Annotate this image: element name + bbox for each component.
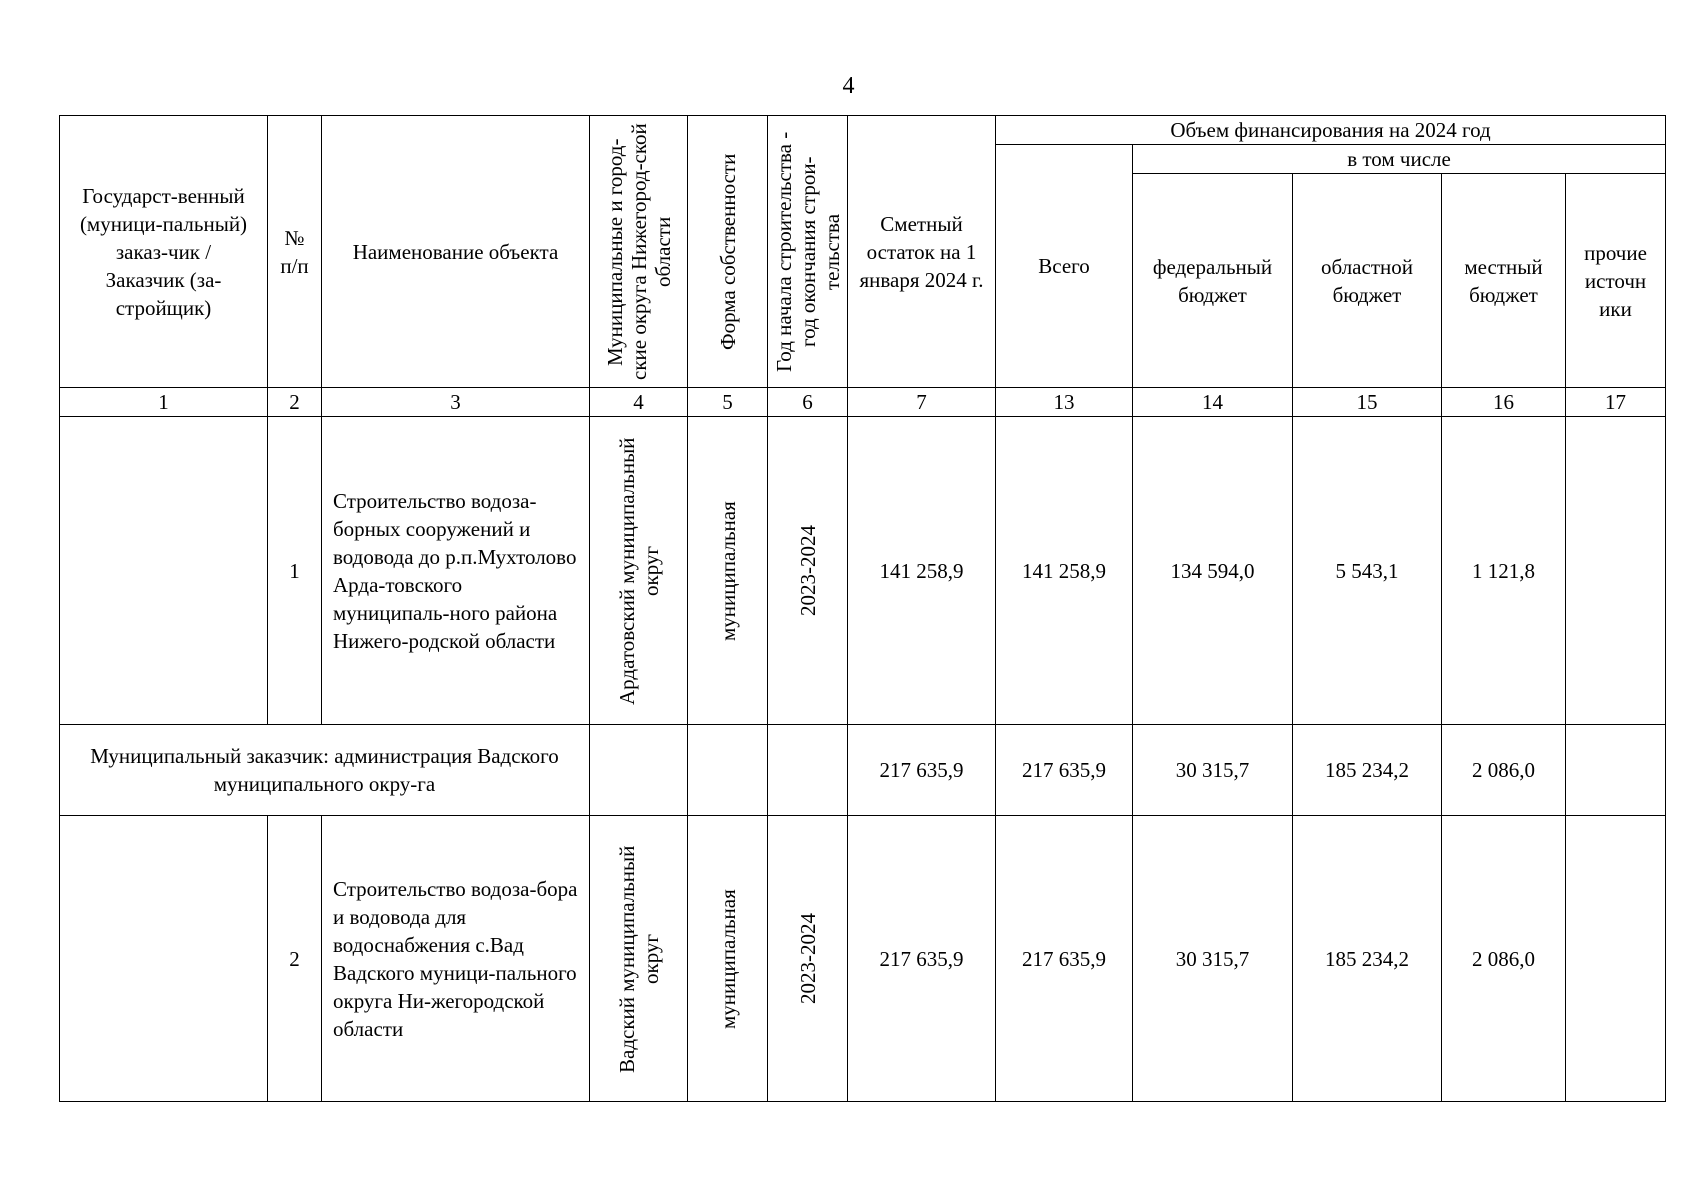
empty-cell <box>590 725 688 816</box>
ownership-label: муниципальная <box>715 500 740 641</box>
customer-cell <box>60 816 268 1102</box>
header-number <box>268 116 322 388</box>
federal-value: 30 315,7 <box>1133 816 1293 1102</box>
district-label: Вадский муниципальный округ <box>614 844 663 1073</box>
header-total-label: Всего <box>1038 254 1090 278</box>
column-number: 6 <box>768 388 848 417</box>
balance-value: 217 635,9 <box>848 725 996 816</box>
header-regional-label: областной бюджет <box>1321 254 1413 307</box>
empty-cell <box>768 725 848 816</box>
header-district <box>590 116 688 388</box>
column-number: 17 <box>1566 388 1666 417</box>
local-value: 2 086,0 <box>1442 816 1566 1102</box>
header-other-label: прочие источн ики <box>1584 240 1647 321</box>
regional-value: 185 234,2 <box>1293 725 1442 816</box>
balance-value: 217 635,9 <box>848 816 996 1102</box>
header-funding-group <box>996 116 1666 145</box>
header-district-label: Муниципальные и город-ские округа Нижегород-ской области <box>602 123 675 380</box>
ownership-cell <box>688 816 768 1102</box>
header-years <box>768 116 848 388</box>
table-row <box>60 417 1666 725</box>
header-customer <box>60 116 268 388</box>
financing-table <box>59 115 1666 1102</box>
years-label: 2023-2024 <box>795 913 820 1004</box>
district-cell <box>590 417 688 725</box>
row-number: 1 <box>268 417 322 725</box>
header-customer-label: Государст-венный (муници-пальный) заказ-чик / Заказчик (за-стройщик) <box>79 183 248 320</box>
column-number: 14 <box>1133 388 1293 417</box>
customer-row <box>60 725 1666 816</box>
column-numbers-row <box>60 388 1666 417</box>
header-total <box>996 145 1133 388</box>
header-balance <box>848 116 996 388</box>
years-cell <box>768 417 848 725</box>
empty-cell <box>688 725 768 816</box>
ownership-cell <box>688 417 768 725</box>
years-cell <box>768 816 848 1102</box>
local-value: 1 121,8 <box>1442 417 1566 725</box>
column-number: 15 <box>1293 388 1442 417</box>
total-value: 217 635,9 <box>996 725 1133 816</box>
column-number: 5 <box>688 388 768 417</box>
regional-value: 185 234,2 <box>1293 816 1442 1102</box>
local-value: 2 086,0 <box>1442 725 1566 816</box>
total-value: 141 258,9 <box>996 417 1133 725</box>
header-ownership-label: Форма собственности <box>715 153 740 350</box>
customer-label: Муниципальный заказчик: администрация Вадского муниципального окру-га <box>60 725 590 816</box>
balance-value: 141 258,9 <box>848 417 996 725</box>
regional-value: 5 543,1 <box>1293 417 1442 725</box>
federal-value: 30 315,7 <box>1133 725 1293 816</box>
header-federal-label: федеральный бюджет <box>1152 254 1273 307</box>
federal-value: 134 594,0 <box>1133 417 1293 725</box>
ownership-label: муниципальная <box>715 888 740 1029</box>
header-balance-label: Сметный остаток на 1 января 2024 г. <box>859 211 984 292</box>
header-object-name <box>322 116 590 388</box>
header-funding-group-label: Объем финансирования на 2024 год <box>1170 118 1491 142</box>
column-number: 2 <box>268 388 322 417</box>
header-years-label: Год начала строительства - год окончания строи-тельства <box>771 131 844 372</box>
district-label: Ардатовский муниципальный округ <box>614 436 663 705</box>
object-name: Строительство водоза-борных сооружений и водовода до р.п.Мухтолово Арда-товского муниципаль-ного района Нижего-родской области <box>322 417 590 725</box>
object-name: Строительство водоза-бора и водовода для водоснабжения с.Вад Вадского муници-пального округа Ни-жегородской области <box>322 816 590 1102</box>
column-number: 4 <box>590 388 688 417</box>
other-value <box>1566 725 1666 816</box>
years-label: 2023-2024 <box>795 525 820 616</box>
column-number: 13 <box>996 388 1133 417</box>
table-row <box>60 816 1666 1102</box>
header-number-label: № п/п <box>280 225 309 278</box>
other-value <box>1566 417 1666 725</box>
header-local <box>1442 174 1566 388</box>
column-number: 16 <box>1442 388 1566 417</box>
header-ownership <box>688 116 768 388</box>
customer-cell <box>60 417 268 725</box>
district-cell <box>590 816 688 1102</box>
header-regional <box>1293 174 1442 388</box>
other-value <box>1566 816 1666 1102</box>
column-number: 1 <box>60 388 268 417</box>
total-value: 217 635,9 <box>996 816 1133 1102</box>
page-number: 4 <box>842 73 855 99</box>
header-including-label: в том числе <box>1347 147 1451 171</box>
column-number: 3 <box>322 388 590 417</box>
header-including <box>1133 145 1666 174</box>
column-number: 7 <box>848 388 996 417</box>
header-local-label: местный бюджет <box>1464 254 1543 307</box>
header-row <box>60 116 1666 145</box>
header-object-name-label: Наименование объекта <box>352 239 559 264</box>
header-other <box>1566 174 1666 388</box>
row-number: 2 <box>268 816 322 1102</box>
header-federal <box>1133 174 1293 388</box>
